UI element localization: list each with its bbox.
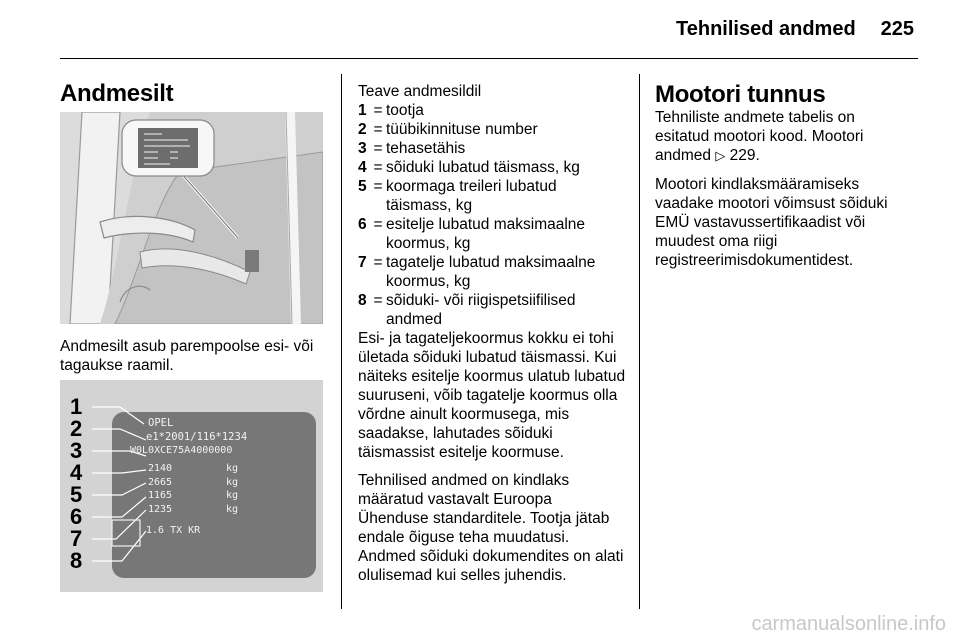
page-reference-link[interactable]: 229. [729,147,760,164]
data-plate-diagram [60,380,323,592]
list-item-number: 3 [358,140,367,157]
plate-brand: OPEL [148,417,174,429]
page-number: 225 [880,18,914,40]
list-item-equals: = [373,121,383,138]
section-heading-andmesilt: Andmesilt [60,80,174,107]
data-plate-panel [60,380,323,592]
list-item [358,139,616,158]
callout-number: 7 [70,526,83,551]
list-item-equals: = [373,159,383,176]
list-item-number: 5 [358,178,367,195]
plate-units [226,462,238,516]
callout-number: 8 [70,548,83,573]
list-item-equals: = [373,140,383,157]
list-item-number: 1 [358,102,367,119]
plate-weights [148,462,172,516]
standards-paragraph: Tehnilised andmed on kindlaks määratud vastavalt Euroopa Ühenduse standarditele. Tootja jätab endale õiguse teha muudatusi. Andmed sõiduki dokumendites on alati olulisemad kui selles juhendis. [358,472,624,584]
plate-unit: kg [226,503,239,515]
engine-code-paragraph: Tehniliste andmete tabelis on esitatud mootori kood. Mootori andmed ▷ 229. [655,109,864,164]
reference-arrow-icon: ▷ [715,149,726,164]
list-item [358,120,616,139]
engine-identification-paragraph: Mootori kindlaksmääramiseks vaadake mootori võimsust sõiduki EMÜ vastavussertifikaadist või muudest oma riigi registreerimisdokumentidest. [655,176,888,269]
callout-numbers [70,396,94,572]
header-divider [60,58,918,59]
list-item-description: tehasetähis [386,140,466,157]
list-item-number: 6 [358,216,367,233]
list-item [358,291,616,329]
callout-number: 4 [70,460,83,485]
data-plate-legend-list [358,101,616,329]
list-item-number: 4 [358,159,367,176]
column-divider-right [639,74,640,609]
list-item [358,158,616,177]
list-item-description: tootja [386,102,424,119]
list-item-description: sõiduki lubatud täismass, kg [386,159,580,176]
list-item-description: sõiduki- või riigispetsiifilised andmed [386,292,576,328]
list-item-description: koormaga treileri lubatud täismass, kg [386,178,557,214]
plate-unit: kg [226,490,239,501]
axle-load-text [358,329,626,594]
plate-text [130,416,248,458]
list-item-number: 8 [358,292,367,309]
footer-watermark: carmanualsonline.info [751,613,946,635]
plate-weight-value: 2140 [148,463,173,474]
plate-type-code: e1*2001/116*1234 [146,431,248,443]
plate-weight-value: 1165 [148,490,173,501]
engine-id-text [655,108,911,279]
list-item-description: tüübikinnituse number [386,121,538,138]
plate-bottom-line: 1.6 TX KR [146,525,201,536]
callout-number: 2 [70,416,83,441]
plate-weight-value: 1235 [148,503,173,515]
section-heading-engine-id: Mootori tunnus [655,81,826,108]
list-item [358,177,616,215]
list-item-number: 2 [358,121,367,138]
callout-number: 6 [70,504,83,529]
list-item-equals: = [373,216,383,233]
column-divider-left [341,74,342,609]
list-item-equals: = [373,102,383,119]
plate-location-caption: Andmesilt asub parempoolse esi- või tagaukse raamil. [60,338,314,374]
page-header-title: Tehnilised andmed [676,18,856,40]
door-frame-illustration [60,112,323,324]
list-item [358,215,616,253]
list-item-equals: = [373,254,383,271]
list-item [358,253,616,291]
data-plate-info-heading: Teave andmesildil [358,83,482,100]
plate-weight-value: 2665 [148,476,173,488]
list-item-equals: = [373,178,383,195]
list-item-number: 7 [358,254,367,271]
callout-number: 3 [70,438,83,463]
callout-number: 5 [70,482,83,507]
list-item-equals: = [373,292,383,309]
axle-load-paragraph: Esi- ja tagateljekoormus kokku ei tohi ületada sõiduki lubatud täismassi. Kui näiteks esitelje koormus ulatub lubatud suuruseni, võib tagatelje koormus olla võrdne ainult koormusega, mis saadakse, lahutades sõiduki täismassist esitelje koormuse. [358,330,626,461]
list-item [358,101,616,120]
plate-vin: W0L0XCE75A4000000 [130,445,233,456]
plate-unit: kg [226,463,239,474]
list-item-description: esitelje lubatud maksimaalne koormus, kg [386,216,586,252]
callout-number: 1 [70,394,83,419]
plate-unit: kg [226,476,239,488]
list-item-description: tagatelje lubatud maksimaalne koormus, kg [386,254,596,290]
